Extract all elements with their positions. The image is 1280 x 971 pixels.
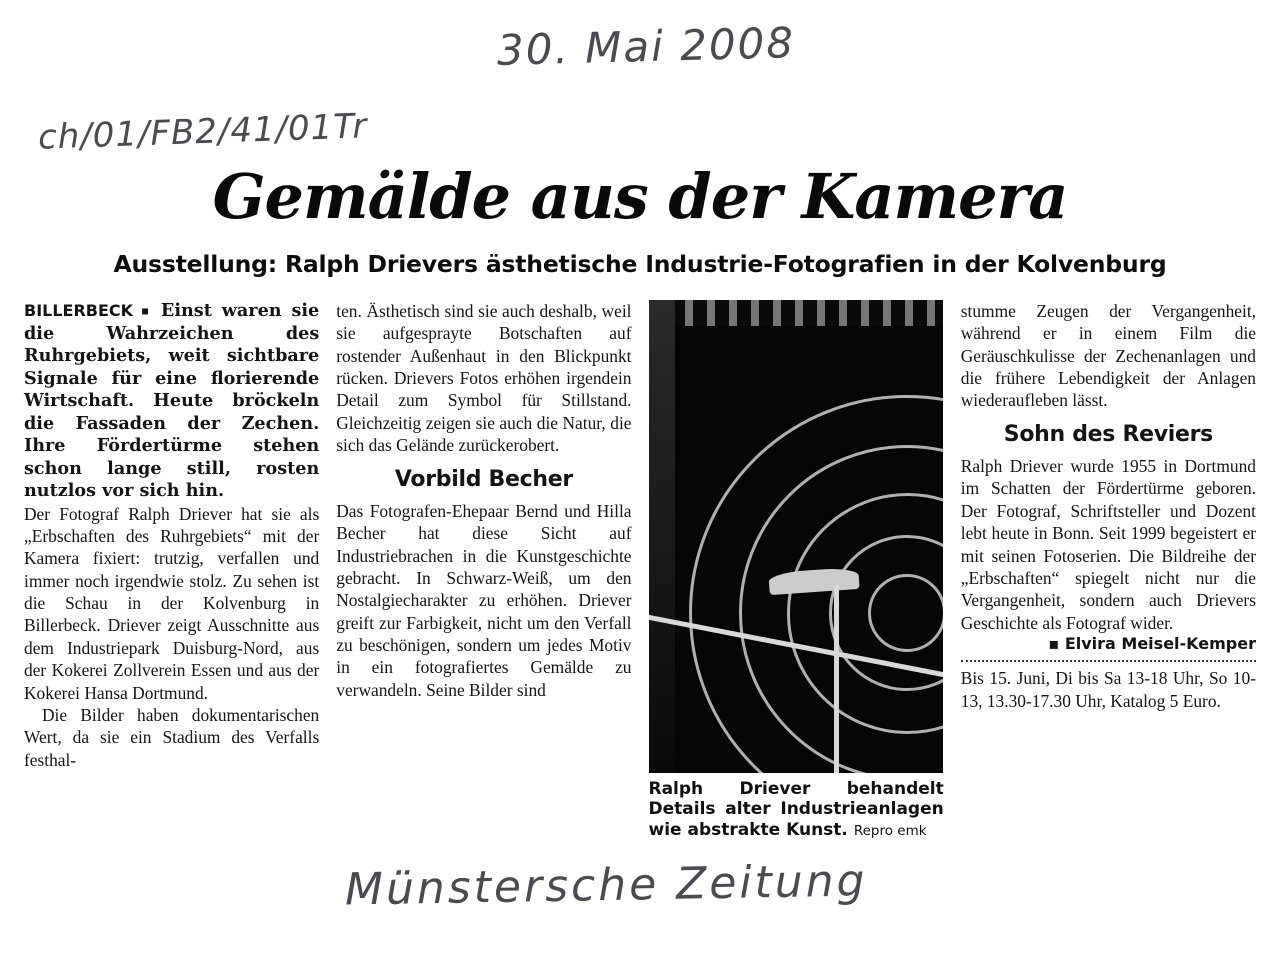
handwritten-date: 30. Mai 2008 <box>496 18 796 75</box>
column-3-photo <box>649 300 944 840</box>
photo-arc-5 <box>868 574 943 652</box>
col1-paragraph-2: Die Bilder haben dokumentarischen Wert, da sie ein Stadium des Verfalls festhal- <box>24 704 320 770</box>
col2-paragraph-1: ten. Ästhetisch sind sie auch deshalb, weil sie aufgespraytе Botschaften auf rostender Außenhaut in den Blickpunkt rücken. Drievers Fotos erhöhen irgendein Detail zum Symbol für Stillstand. Gleichzeitig zeigen sie auch die Natur, die sich das Gelände zurückerobert. <box>336 301 632 456</box>
col2-paragraph-2: Das Fotografen-Ehepaar Bernd und Hilla Becher hat diese Sicht auf Industriebrachen in die Kunstgeschichte gebracht. In Schwarz-Weiß, um den Nostalgiecharakter zu erhöhen. Driever greift zur Farbigkeit, nicht um den Verfall zu beschönigen, sondern um jedes Motiv in ein fotografiertes Gemälde zu verwandeln. Seine Bilder sind <box>336 500 632 700</box>
handwritten-archive-code: ch/01/FB2/41/01Tr <box>37 106 369 158</box>
handwritten-newspaper-name: Münstersche Zeitung <box>344 855 868 916</box>
article-headline: Gemälde aus der Kamera <box>212 160 1068 233</box>
exhibition-info: Bis 15. Juni, Di bis Sa 13-18 Uhr, So 10-13, 13.30-17.30 Uhr, Katalog 5 Euro. <box>960 668 1256 711</box>
photo-caption <box>649 779 944 840</box>
article-subheadline: Ausstellung: Ralph Drievers ästhetische Industrie-Fotografien in der Kolvenburg <box>113 250 1167 278</box>
column-1 <box>24 300 319 840</box>
photo-credit: Repro emk <box>853 822 927 839</box>
col4-paragraph-1: stumme Zeugen der Vergangenheit, während er in einem Film die Geräuschkulisse der Zechenanlagen und die frühere Lebendigkeit der Anlagen wiederaufleben lässt. <box>960 301 1256 411</box>
lead-paragraph <box>24 300 319 503</box>
divider <box>961 660 1256 662</box>
column-2 <box>336 300 631 840</box>
photo-caption-text: Ralph Driever behandelt Details alter Industrieanlagen wie abstrakte Kunst. <box>648 779 944 840</box>
col1-paragraph-1: Der Fotograf Ralph Driever hat sie als „Erbschaften des Ruhrgebiets“ mit der Kamera fixiert: trutzig, verfallen und immer noch irgendwie stolz. Zu sehen ist die Schau in der Kolvenburg in Billerbeck. Driever zeigt Ausschnitte aus dem Industriepark Duisburg-Nord, aus der Kokerei Zollverein Essen und aus der Kokerei Hansa Dortmund. <box>24 503 320 703</box>
subheading-vorbild-becher: Vorbild Becher <box>394 466 573 492</box>
author-byline: ▪ Elvira Meisel-Kemper <box>1048 633 1256 653</box>
subheading-sohn-des-reviers: Sohn des Reviers <box>1003 421 1213 447</box>
column-4 <box>961 300 1256 840</box>
article-columns <box>24 300 1256 840</box>
dateline-separator-icon: ▪ <box>133 303 161 318</box>
photo-top-band <box>649 300 943 326</box>
dateline: BILLERBECK <box>24 301 134 320</box>
photo-vertical-pole <box>834 585 839 773</box>
photo-left-strip <box>649 300 675 773</box>
article-photo <box>649 300 943 773</box>
lead-text: Einst waren sie die Wahrzeichen des Ruhrgebiets, weit sichtbare Signale für eine florierende Wirtschaft. Heute bröckeln die Fassaden der Zechen. Ihre Fördertürme stehen schon lange still, rosten nutzlos vor sich hin. <box>24 300 320 502</box>
col4-paragraph-2: Ralph Driever wurde 1955 in Dortmund im Schatten der Fördertürme geboren. Der Fotograf, Schriftsteller und Dozent lebt heute in Bonn. Seit 1999 begeistert er mit seinen Fotoserien. Die Bildreihe der „Erbschaften“ spiegelt nicht nur die Vergangenheit, sondern auch Drievers Geschichte als Fotograf wider. <box>960 456 1256 633</box>
